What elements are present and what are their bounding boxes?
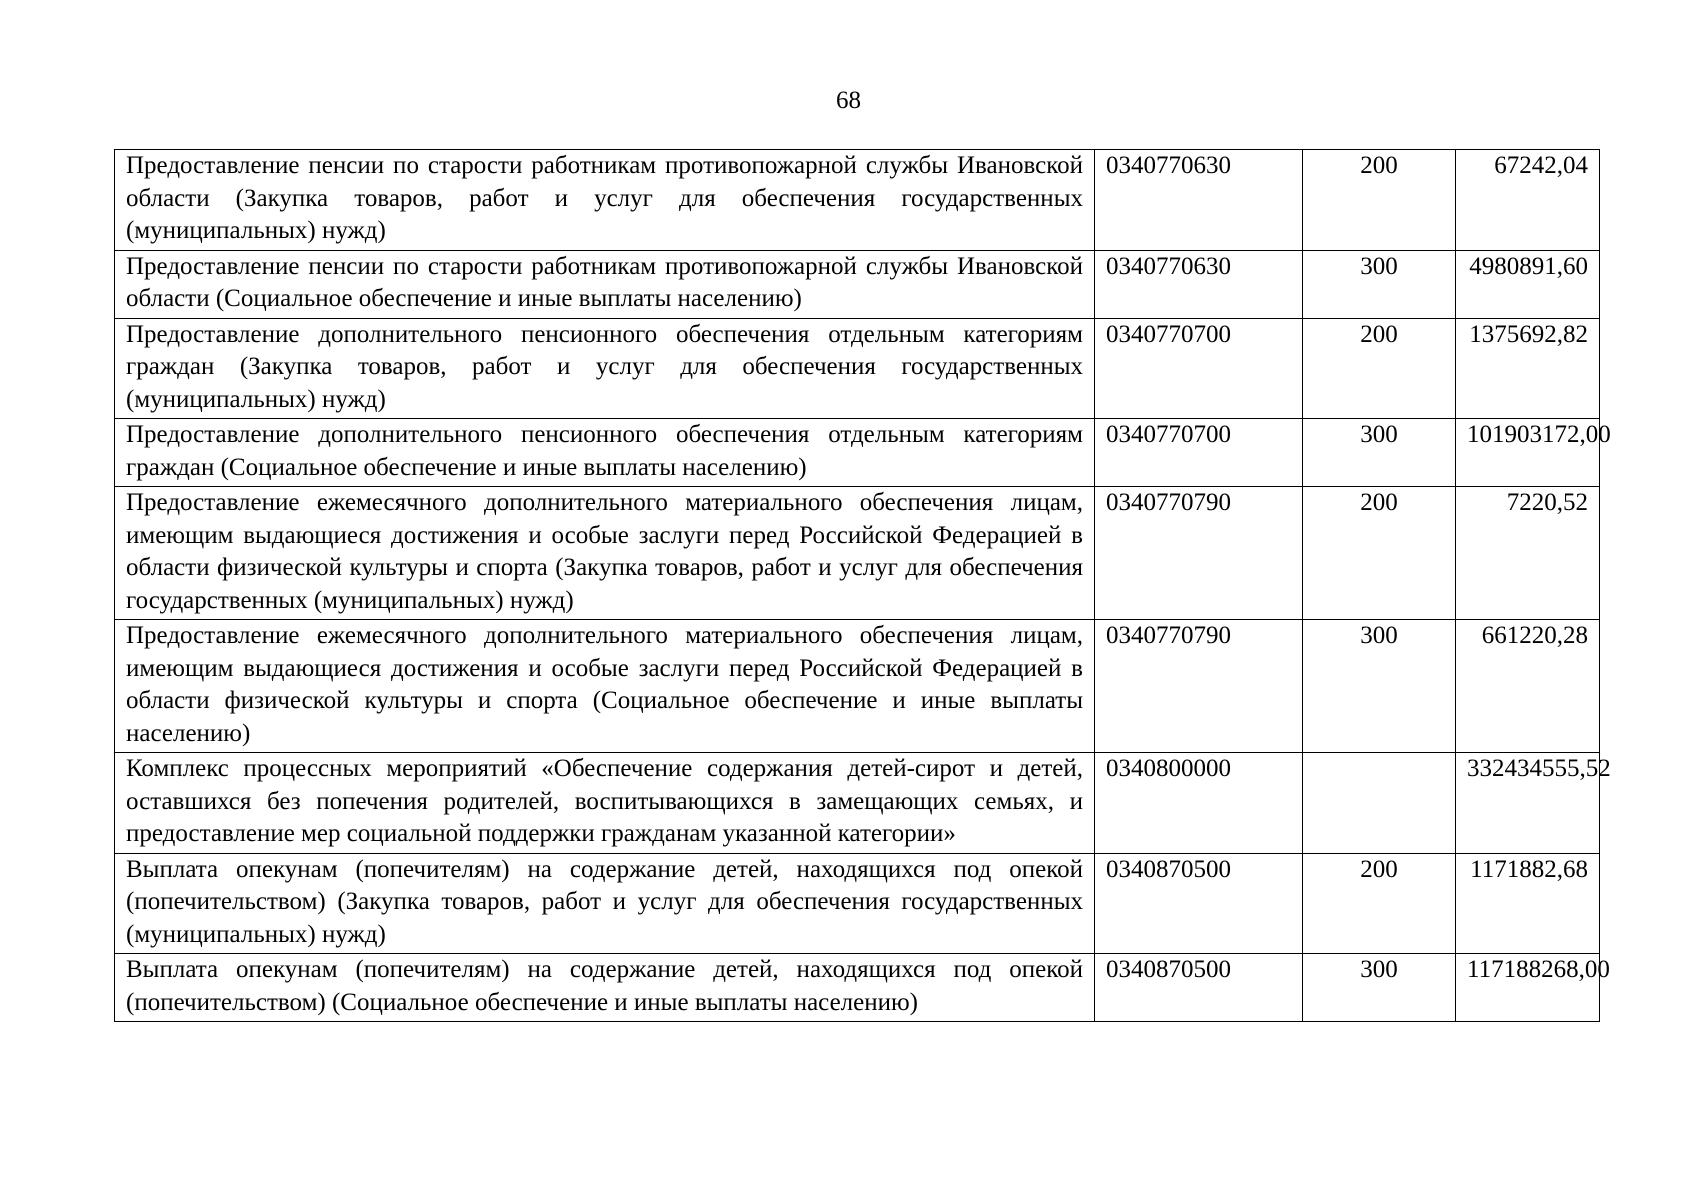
target-article-code-cell: 0340770700	[1095, 318, 1303, 419]
target-article-code-cell: 0340770790	[1095, 487, 1303, 620]
amount-cell: 332434555,52	[1456, 753, 1600, 854]
amount-cell: 1375692,82	[1456, 318, 1600, 419]
expense-name-cell: Предоставление ежемесячного дополнительного материального обеспечения лицам, имеющим выдающиеся достижения и особые заслуги перед Российской Федерацией в области физической культуры и спорта (Закупка товаров, работ и услуг для обеспечения государственных (муниципальных) нужд)	[115, 487, 1095, 620]
amount-cell: 7220,52	[1456, 487, 1600, 620]
amount-cell: 1171882,68	[1456, 853, 1600, 954]
expense-kind-cell: 300	[1303, 954, 1456, 1022]
amount-cell: 117188268,00	[1456, 954, 1600, 1022]
target-article-code-cell: 0340770790	[1095, 620, 1303, 753]
expense-name-cell: Предоставление пенсии по старости работникам противопожарной службы Ивановской области (Социальное обеспечение и иные выплаты населению)	[115, 250, 1095, 318]
expense-kind-cell: 200	[1303, 150, 1456, 251]
table-row	[115, 620, 1600, 753]
expense-name-cell: Предоставление ежемесячного дополнительного материального обеспечения лицам, имеющим выдающиеся достижения и особые заслуги перед Российской Федерацией в области физической культуры и спорта (Социальное обеспечение и иные выплаты населению)	[115, 620, 1095, 753]
expense-kind-cell: 300	[1303, 620, 1456, 753]
amount-cell: 4980891,60	[1456, 250, 1600, 318]
table-row	[115, 753, 1600, 854]
target-article-code-cell: 0340770630	[1095, 250, 1303, 318]
expense-kind-cell: 200	[1303, 487, 1456, 620]
amount-cell: 101903172,00	[1456, 419, 1600, 487]
expense-kind-cell: 200	[1303, 318, 1456, 419]
target-article-code-cell: 0340870500	[1095, 954, 1303, 1022]
table-row	[115, 318, 1600, 419]
target-article-code-cell: 0340800000	[1095, 753, 1303, 854]
expense-kind-cell: 300	[1303, 250, 1456, 318]
table-row	[115, 150, 1600, 251]
expense-name-cell: Предоставление дополнительного пенсионного обеспечения отдельным категориям граждан (Закупка товаров, работ и услуг для обеспечения государственных (муниципальных) нужд)	[115, 318, 1095, 419]
table-row	[115, 853, 1600, 954]
expense-kind-cell	[1303, 753, 1456, 854]
table-row	[115, 487, 1600, 620]
expense-name-cell: Комплекс процессных мероприятий «Обеспечение содержания детей-сирот и детей, оставшихся без попечения родителей, воспитывающихся в замещающих семьях, и предоставление мер социальной поддержки гражданам указанной категории»	[115, 753, 1095, 854]
expense-kind-cell: 300	[1303, 419, 1456, 487]
table-row	[115, 954, 1600, 1022]
amount-cell: 67242,04	[1456, 150, 1600, 251]
page-number: 68	[836, 87, 861, 114]
expense-kind-cell: 200	[1303, 853, 1456, 954]
target-article-code-cell: 0340870500	[1095, 853, 1303, 954]
expense-name-cell: Выплата опекунам (попечителям) на содержание детей, находящихся под опекой (попечительством) (Социальное обеспечение и иные выплаты населению)	[115, 954, 1095, 1022]
budget-table	[114, 149, 1611, 1022]
amount-cell: 661220,28	[1456, 620, 1600, 753]
target-article-code-cell: 0340770630	[1095, 150, 1303, 251]
table-row	[115, 419, 1600, 487]
expense-name-cell: Предоставление пенсии по старости работникам противопожарной службы Ивановской области (Закупка товаров, работ и услуг для обеспечения государственных (муниципальных) нужд)	[115, 150, 1095, 251]
expense-name-cell: Выплата опекунам (попечителям) на содержание детей, находящихся под опекой (попечительством) (Закупка товаров, работ и услуг для обеспечения государственных (муниципальных) нужд)	[115, 853, 1095, 954]
table-row	[115, 250, 1600, 318]
expense-name-cell: Предоставление дополнительного пенсионного обеспечения отдельным категориям граждан (Социальное обеспечение и иные выплаты населению)	[115, 419, 1095, 487]
target-article-code-cell: 0340770700	[1095, 419, 1303, 487]
